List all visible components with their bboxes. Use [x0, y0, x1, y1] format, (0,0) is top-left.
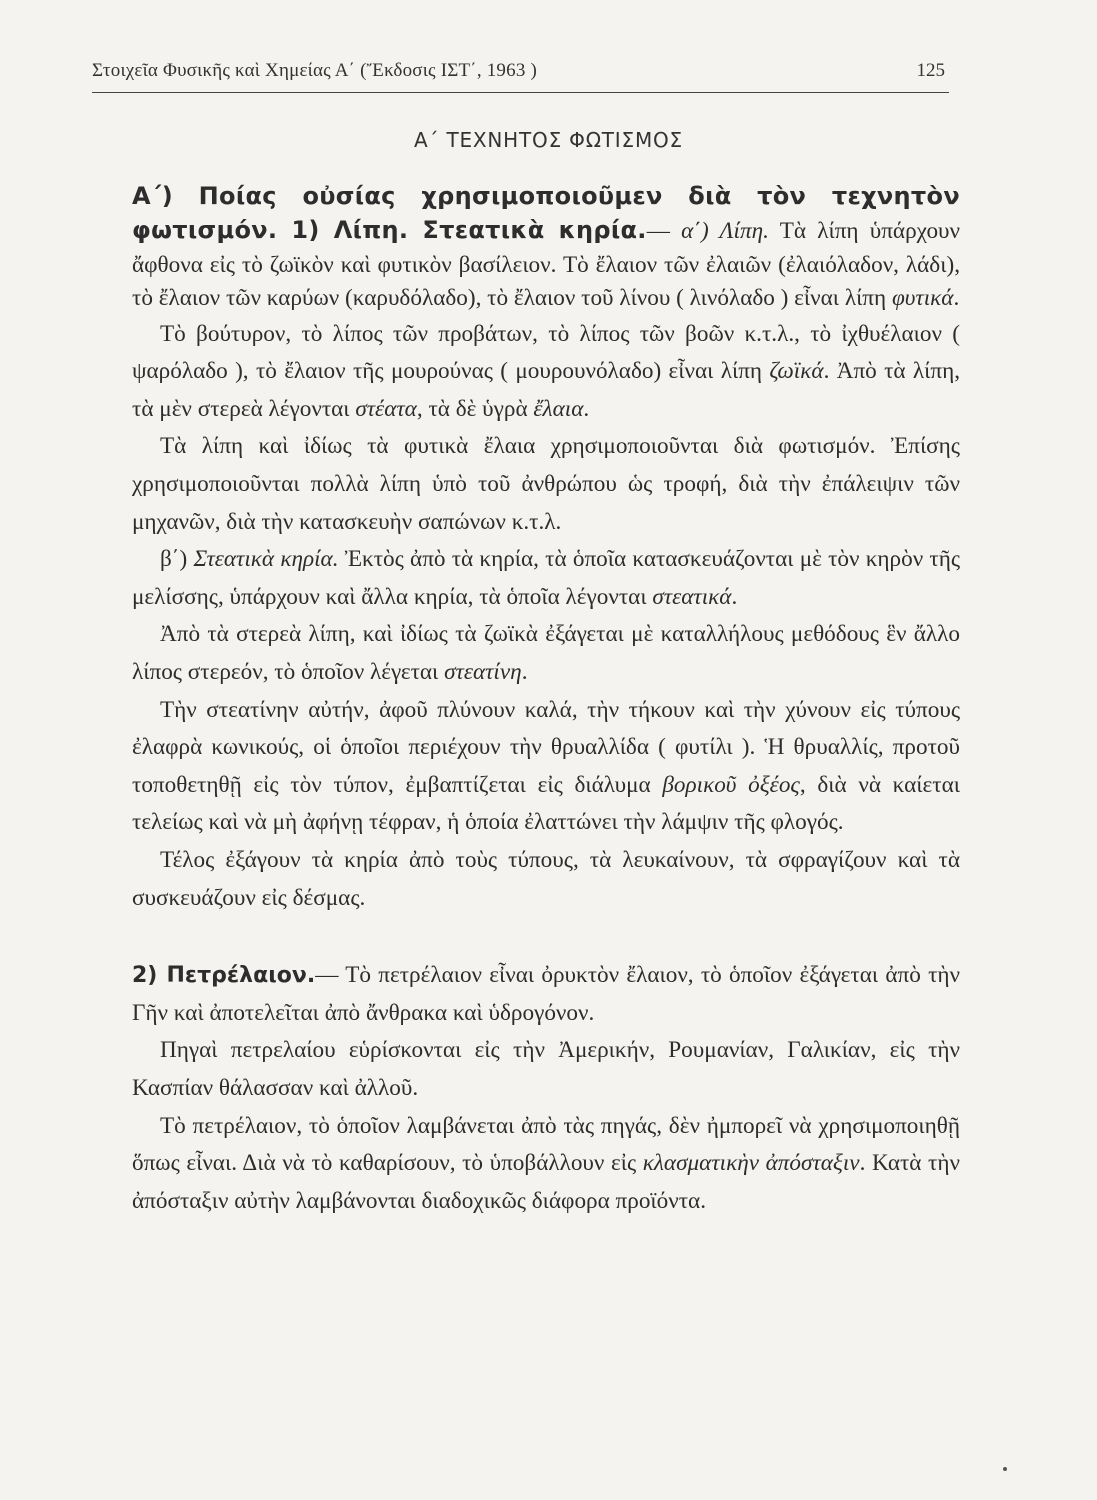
italic-term: φυτικά: [891, 285, 954, 312]
petroleum-heading: 2) Πετρέλαιον.: [132, 963, 316, 989]
paragraph: [132, 1032, 960, 1107]
paragraph-text: Πηγαὶ πετρελαίου εὑρίσκονται εἰς τὴν Ἀμερικήν, Ρουμανίαν, Γαλικίαν, εἰς τὴν Κασπίαν θάλασσαν καὶ ἀλλοῦ.: [132, 1037, 960, 1101]
italic-term: στέατα: [355, 395, 417, 422]
paragraph: [132, 1108, 960, 1221]
paragraph: [132, 541, 960, 616]
italic-term: κλασματικὴν ἀπόσταξιν: [642, 1150, 860, 1177]
paragraph-text: .: [521, 658, 528, 685]
paragraph-text: Τὸ βούτυρον, τὸ λίπος τῶν προβάτων, τὸ λίπος τῶν βοῶν κ.τ.λ., τὸ ἰχθυέλαιον ( ψαρόλαδο ), τὸ ἔλαιον τῆς μουρούνας ( μουρουνόλαδο) εἶναι λίπη: [132, 320, 960, 385]
italic-term: βορικοῦ ὀξέος: [662, 771, 800, 798]
paragraph: [132, 616, 960, 691]
running-head: Στοιχεῖα Φυσικῆς καὶ Χημείας Α΄ (Ἔκδοσις ΙΣΤ΄, 1963 ): [92, 60, 538, 81]
stray-mark: [1003, 1467, 1007, 1471]
paragraph-text: Τὸ πετρέλαιον, τὸ ὁποῖον λαμβάνεται ἀπὸ τὰς πηγάς, δὲν ἠμπορεῖ νὰ χρησιμοποιηθῇ ὅπως εἶναι. Διὰ νὰ τὸ καθαρίσουν, τὸ ὑποβάλλουν εἰς: [132, 1112, 960, 1177]
paragraph-text: .: [953, 285, 960, 312]
paragraph-text: — Τὸ πετρέλαιον εἶναι ὀρυκτὸν ἔλαιον, τὸ ὁποῖον ἐξάγεται ἀπὸ τὴν Γῆν καὶ ἀποτελεῖται ἀπὸ ἄνθρακα καὶ ὑδρογόνον.: [132, 962, 960, 1026]
paragraph-text: . Κατὰ τὴν ἀπόσταξιν αὐτὴν λαμβάνονται διαδοχικῶς διάφορα προϊόντα.: [132, 1150, 960, 1214]
paragraph-text: Τέλος ἐξάγουν τὰ κηρία ἀπὸ τοὺς τύπους, τὰ λευκαίνουν, τὰ σφραγίζουν καὶ τὰ συσκευάζουν εἰς δέσμας.: [132, 846, 960, 911]
paragraph-text: β΄): [160, 546, 194, 573]
italic-term: ζωϊκά: [769, 358, 824, 385]
paragraph-text: Ἐκτὸς ἀπὸ τὰ κηρία, τὰ ὁποῖα κατασκευάζονται μὲ τὸν κηρὸν τῆς μελίσσης, ὑπάρχουν καὶ ἄλλα κηρία, τὰ ὁποῖα λέγονται: [132, 546, 961, 610]
paragraph-text: .: [583, 395, 590, 422]
paragraph-text: Τὴν στεατίνην αὐτήν, ἀφοῦ πλύνουν καλά, τὴν τήκουν καὶ τὴν χύνουν εἰς τύπους ἐλαφρὰ κωνικούς, οἱ ὁποῖοι περιέχουν τὴν θρυαλλίδα ( φυτίλι ). Ἡ θρυαλλίς, προτοῦ τοποθετηθῇ εἰς τὸν τύπον, ἐμβαπτίζεται εἰς διάλυμα: [132, 696, 960, 798]
paragraph: [132, 316, 960, 429]
paragraph: [132, 842, 960, 917]
page-number: 125: [916, 60, 945, 81]
paragraph-text: Τὰ λίπη ὑπάρχουν ἄφθονα εἰς τὸ ζωϊκὸν καὶ φυτικὸν βασίλειον. Τὸ ἔλαιον τῶν ἐλαιῶν (ἐλαιόλαδον, λάδι), τὸ ἔλαιον τῶν καρύων (καρυδόλαδο), τὸ ἔλαιον τοῦ λίνου ( λινόλαδο ) εἶναι λίπη: [132, 218, 960, 312]
paragraph: [132, 957, 960, 1032]
body-text: [132, 180, 961, 1220]
paragraph-text: , τὰ δὲ ὑγρὰ: [416, 395, 534, 422]
paragraph: [132, 180, 960, 316]
subheading-lipi: α΄) Λίπη.: [681, 218, 769, 245]
paragraph-text: Τὰ λίπη καὶ ἰδίως τὰ φυτικὰ ἔλαια χρησιμοποιοῦνται διὰ φωτισμόν. Ἐπίσης χρησιμοποιοῦνται πολλὰ λίπη ὑπὸ τοῦ ἀνθρώπου ὡς τροφή, διὰ τὴν ἐπάλειψιν τῶν μηχανῶν, διὰ τὴν κατασκευὴν σαπώνων κ.τ.λ.: [132, 433, 960, 535]
dash: —: [646, 218, 682, 245]
italic-term: ἔλαια: [533, 395, 584, 422]
paragraph: [132, 692, 960, 842]
paragraph: [132, 428, 960, 541]
paragraph-text: Ἀπὸ τὰ στερεὰ λίπη, καὶ ἰδίως τὰ ζωϊκὰ ἐξάγεται μὲ καταλλήλους μεθόδους ἓν ἄλλο λίπος στερεόν, τὸ ὁποῖον λέγεται: [132, 621, 960, 685]
subheading-kiria: Στεατικὰ κηρία.: [193, 546, 339, 573]
paragraph-text: , διὰ νὰ καίεται τελείως καὶ νὰ μὴ ἀφήνῃ τέφραν, ἡ ὁποία ἐλαττώνει τὴν λάμψιν τῆς φλογός.: [132, 771, 960, 836]
section-title: Α΄ ΤΕΧΝΗΤΟΣ ΦΩΤΙΣΜΟΣ: [414, 128, 683, 152]
header-rule: [92, 92, 949, 93]
paragraph-text: .: [731, 583, 738, 610]
paragraph-text: . Ἀπὸ τὰ λίπη, τὰ μὲν στερεὰ λέγονται: [132, 358, 961, 422]
question-heading: Α΄) Ποίας οὐσίας χρησιμοποιοῦμεν διὰ τὸν τεχνητὸν φωτισμόν. 1) Λίπη. Στεατικὰ κηρία.: [132, 182, 960, 245]
italic-term: στεατικά: [652, 583, 732, 610]
italic-term: στεατίνη: [444, 658, 522, 685]
